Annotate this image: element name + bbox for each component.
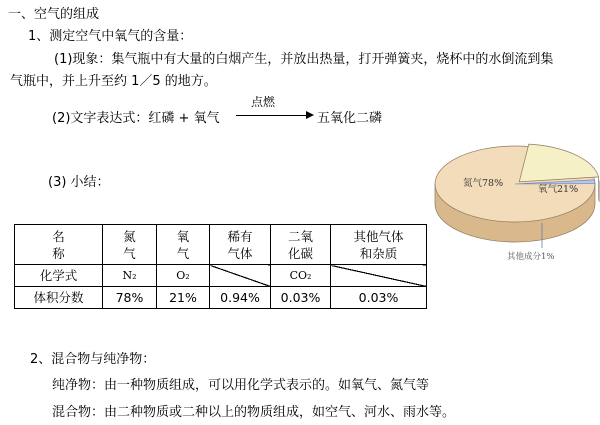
section-heading: 一、空气的组成 [8,7,100,22]
cell-formula-n2: N₂ [103,265,157,287]
pie-label-nitrogen: 氮气78% [463,178,504,189]
cell-volume-nitrogen: 78% [103,287,157,309]
pie-label-oxygen: 氧气21% [538,184,579,195]
header-oxygen: 氧 气 [157,225,210,265]
table-row-formula [15,265,427,287]
cell-formula-co2: CO₂ [271,265,331,287]
equation-arrow-line [236,115,306,116]
summary-label: (3) 小结： [48,175,110,190]
mixture-definition: 混合物：由二种物质或二种以上的物质组成，如空气、河水、雨水等。 [52,405,456,420]
pure-substance-definition: 纯净物：由一种物质组成，可以用化学式表示的。如氧气、氮气等 [52,378,430,393]
equation-product: 五氧化二磷 [317,111,383,126]
cell-formula-other-empty [331,265,427,287]
header-other-gases: 其他气体 和杂质 [331,225,427,265]
subheading-oxygen-content: 1、测定空气中氧气的含量： [28,29,193,44]
cell-formula-o2: O₂ [157,265,210,287]
header-noble-gas: 稀有 气体 [210,225,271,265]
table-row-volume [15,287,427,309]
air-composition-pie-chart [425,128,600,268]
header-name: 名 称 [15,225,103,265]
cell-formula-label: 化学式 [15,265,103,287]
equation-reactants: (2)文字表达式：红磷 + 氧气 [52,111,220,126]
cell-volume-oxygen: 21% [157,287,210,309]
subheading-mixture-pure: 2、混合物与纯净物： [30,352,156,367]
cell-volume-co2: 0.03% [271,287,331,309]
equation-arrow-head [306,111,314,119]
cell-volume-noble: 0.94% [210,287,271,309]
phenomenon-line-2: 气瓶中，并上升至约 1／5 的地方。 [10,74,217,89]
pie-slice-oxygen-side [599,177,600,202]
pie-slice-oxygen [519,144,598,182]
equation-condition: 点燃 [251,95,276,109]
cell-volume-other: 0.03% [331,287,427,309]
cell-volume-label: 体积分数 [15,287,103,309]
header-nitrogen: 氮 气 [103,225,157,265]
air-composition-table [14,224,427,309]
phenomenon-line-1: (1)现象：集气瓶中有大量的白烟产生，并放出热量，打开弹簧夹，烧杯中的水倒流到集 [54,52,554,67]
table-header-row [15,225,427,265]
header-carbon-dioxide: 二氧 化碳 [271,225,331,265]
cell-formula-noble-empty [210,265,271,287]
pie-label-other: 其他成分1% [507,252,555,262]
